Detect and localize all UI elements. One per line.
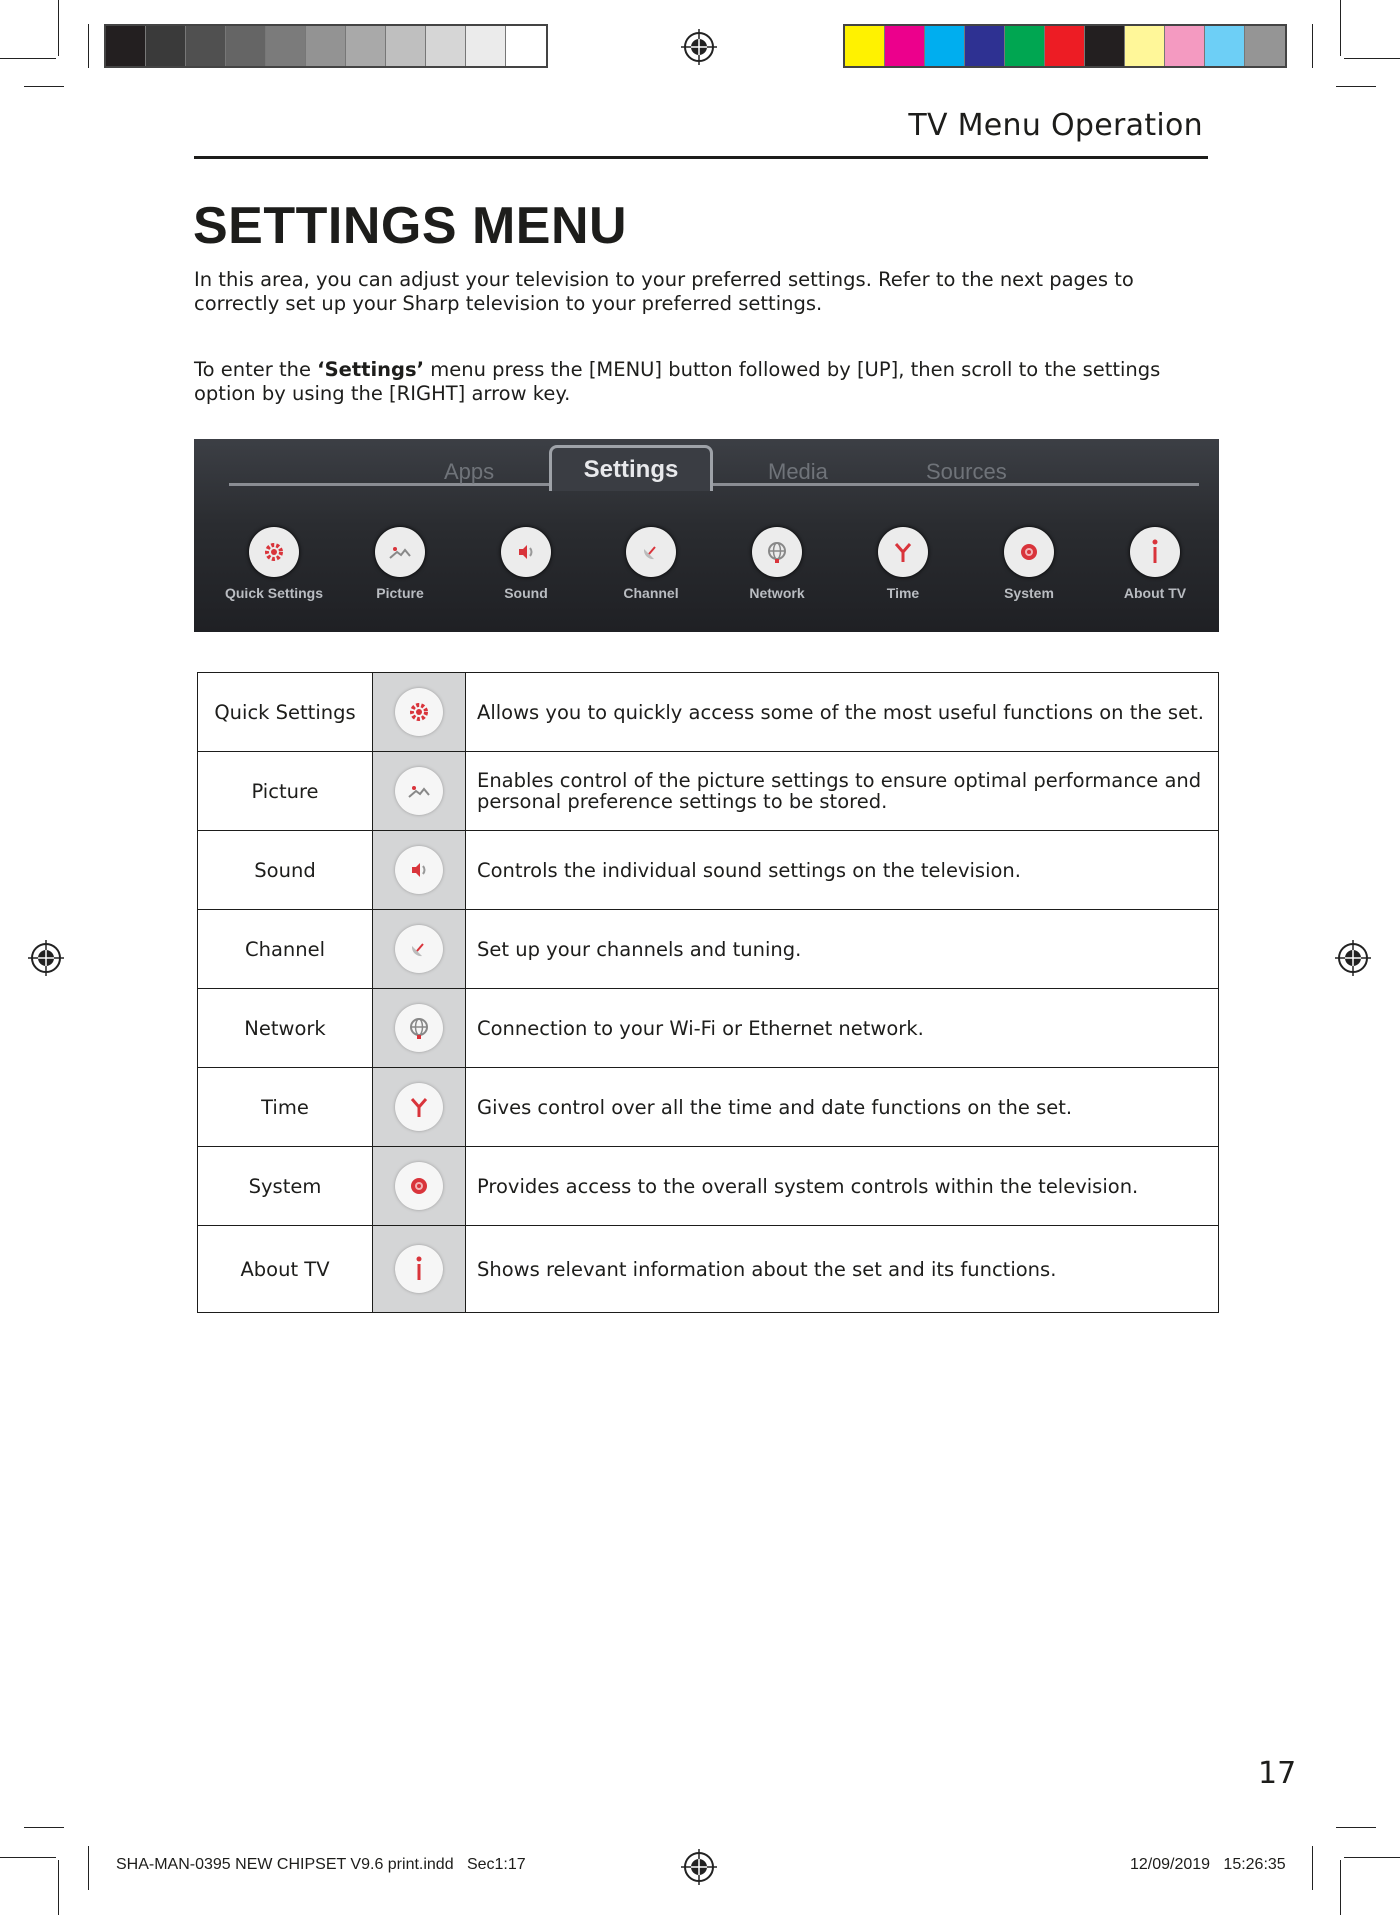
gear-icon [395,688,443,736]
registration-mark-icon [681,1849,717,1885]
globe-icon [752,527,802,577]
color-swatch [266,26,306,66]
table-row [198,752,1219,831]
color-swatch [1125,26,1165,66]
color-swatch [226,26,266,66]
row-description: Provides access to the overall system controls within the television. [466,1147,1219,1226]
tab-media: Media [768,459,828,484]
crop-mark [58,1860,59,1915]
tab-sources: Sources [926,459,1007,484]
color-swatch [186,26,226,66]
color-swatch [1245,26,1285,66]
row-name: Picture [198,752,373,831]
grayscale-color-bar [104,24,548,68]
crop-mark [0,58,56,59]
row-name: Sound [198,831,373,910]
color-swatch [845,26,885,66]
tab-apps: Apps [444,459,495,484]
color-swatch [965,26,1005,66]
header-divider [194,156,1208,159]
clock-hands-icon [878,527,928,577]
row-description: Controls the individual sound settings on the television. [466,831,1219,910]
crop-mark [88,24,89,68]
crop-mark [1340,0,1341,56]
row-name: Time [198,1068,373,1147]
globe-icon [395,1004,443,1052]
tab-settings: Settings [549,445,713,491]
tv-item-picture: Picture [340,527,460,601]
tv-item-about-tv: About TV [1095,527,1215,601]
crop-mark [1312,1846,1313,1890]
tv-item-time: Time [843,527,963,601]
crop-mark [58,0,59,56]
info-icon [1130,527,1180,577]
color-swatch [1085,26,1125,66]
print-slug-filename: SHA-MAN-0395 NEW CHIPSET V9.6 print.indd Sec1:17 [116,1856,526,1873]
section-header-title: TV Menu Operation [908,108,1203,143]
crop-mark [1336,1827,1376,1828]
color-swatch [506,26,546,66]
row-description: Connection to your Wi-Fi or Ethernet network. [466,989,1219,1068]
crop-mark [1344,58,1400,59]
crop-mark [1344,1857,1400,1858]
satellite-dish-icon [395,925,443,973]
row-description: Gives control over all the time and date functions on the set. [466,1068,1219,1147]
row-name: About TV [198,1226,373,1313]
color-swatch [1205,26,1245,66]
clock-hands-icon [395,1083,443,1131]
registration-mark-icon [681,29,717,65]
table-row [198,673,1219,752]
page-title: SETTINGS MENU [193,197,628,255]
intro-paragraph: In this area, you can adjust your television to your preferred settings. Refer to the next pages to correctly set up your Sharp television to your preferred settings. [194,268,1134,315]
registration-mark-icon [1335,940,1371,976]
color-swatch [146,26,186,66]
color-swatch [426,26,466,66]
tv-item-quick-settings: Quick Settings [214,527,334,601]
row-description: Shows relevant information about the set and its functions. [466,1226,1219,1313]
picture-icon [395,767,443,815]
page-number: 17 [1258,1756,1297,1791]
color-swatch [925,26,965,66]
table-row [198,910,1219,989]
color-swatch [885,26,925,66]
instructions-paragraph: To enter the ‘Settings’ menu press the [MENU] button followed by [UP], then scroll to the settings option by using the [RIGHT] arrow key. [194,358,1161,405]
crop-mark [24,86,64,87]
gear-icon [249,527,299,577]
row-description: Enables control of the picture settings to ensure optimal performance and personal preference settings to be stored. [466,752,1219,831]
speaker-icon [501,527,551,577]
color-swatch [346,26,386,66]
crop-mark [88,1846,89,1890]
tv-item-network: Network [717,527,837,601]
row-description: Allows you to quickly access some of the most useful functions on the set. [466,673,1219,752]
table-row [198,1226,1219,1313]
table-row [198,1147,1219,1226]
tv-item-channel: Channel [591,527,711,601]
crop-mark [1312,24,1313,68]
tv-item-sound: Sound [466,527,586,601]
system-icon [395,1162,443,1210]
settings-menu-table [197,672,1219,1313]
row-name: Network [198,989,373,1068]
crop-mark [1340,1860,1341,1915]
crop-mark [1336,86,1376,87]
color-swatch [1045,26,1085,66]
row-name: System [198,1147,373,1226]
crop-mark [24,1827,64,1828]
color-swatch [1005,26,1045,66]
crop-mark [0,1857,56,1858]
speaker-icon [395,846,443,894]
color-swatch [306,26,346,66]
table-row [198,989,1219,1068]
table-row [198,831,1219,910]
print-slug-datetime: 12/09/2019 15:26:35 [1130,1856,1286,1873]
process-color-bar [843,24,1287,68]
system-icon [1004,527,1054,577]
row-name: Quick Settings [198,673,373,752]
color-swatch [386,26,426,66]
satellite-dish-icon [626,527,676,577]
info-icon [395,1245,443,1293]
row-name: Channel [198,910,373,989]
registration-mark-icon [28,940,64,976]
color-swatch [466,26,506,66]
tv-item-system: System [969,527,1089,601]
color-swatch [1165,26,1205,66]
row-description: Set up your channels and tuning. [466,910,1219,989]
picture-icon [375,527,425,577]
color-swatch [106,26,146,66]
tab-rail [229,483,1199,486]
table-row [198,1068,1219,1147]
tv-menu-screenshot [194,439,1219,632]
